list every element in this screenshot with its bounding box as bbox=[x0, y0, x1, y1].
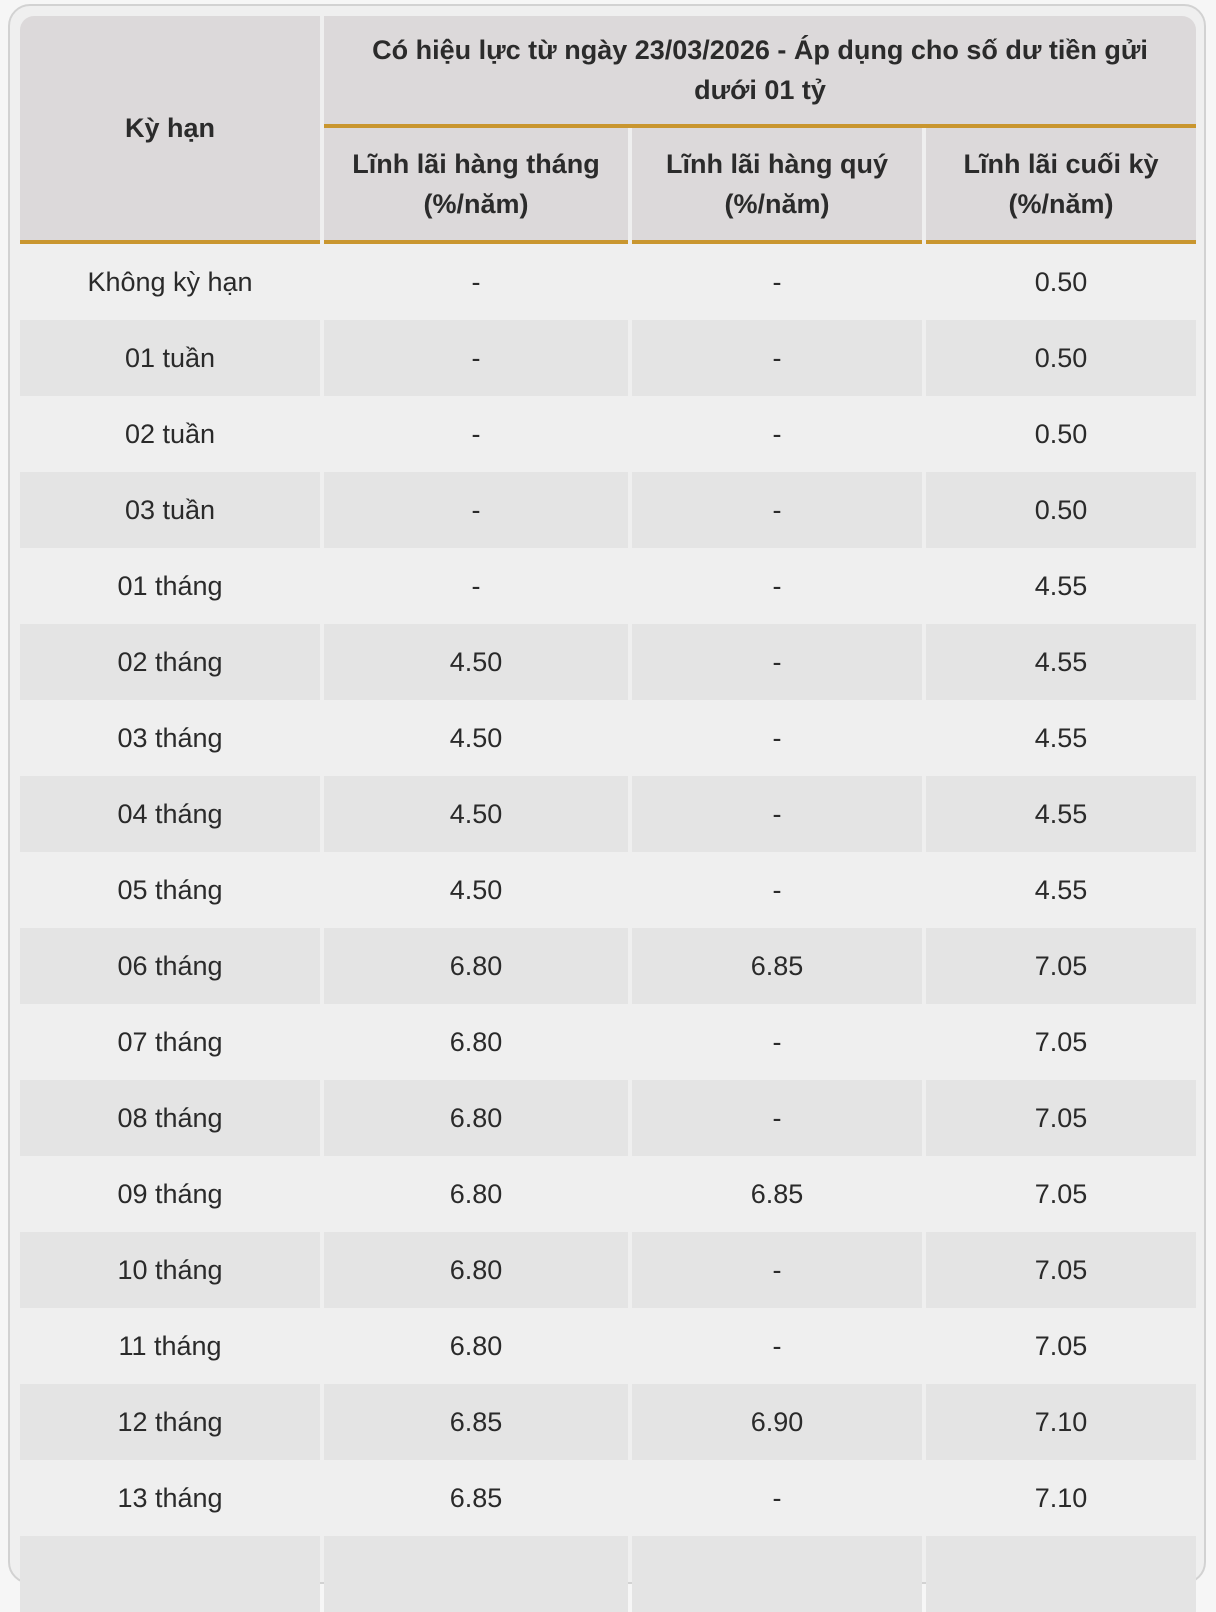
term-cell: 02 tháng bbox=[20, 624, 320, 700]
column-header-unit: (%/năm) bbox=[724, 189, 830, 219]
table-row bbox=[20, 624, 1196, 700]
end-of-term-rate-cell: 7.05 bbox=[926, 1080, 1196, 1156]
end-of-term-rate-cell: 7.10 bbox=[926, 1384, 1196, 1460]
monthly-rate-cell: - bbox=[324, 472, 628, 548]
monthly-interest-column-header bbox=[324, 128, 628, 244]
monthly-rate-cell: 6.80 bbox=[324, 1232, 628, 1308]
term-cell: 01 tuần bbox=[20, 320, 320, 396]
end-of-term-rate-cell: 7.05 bbox=[926, 928, 1196, 1004]
term-cell: 02 tuần bbox=[124, 418, 216, 449]
column-header-label: Lĩnh lãi cuối kỳ bbox=[963, 149, 1159, 179]
monthly-rate-cell: - bbox=[471, 418, 481, 449]
quarterly-rate-cell: - bbox=[772, 266, 782, 297]
table-header bbox=[20, 16, 1196, 244]
column-header-label: Lĩnh lãi hàng tháng bbox=[352, 149, 600, 179]
quarterly-rate-cell: - bbox=[772, 570, 782, 601]
table-row bbox=[20, 1308, 1196, 1384]
end-of-term-rate-cell: 0.50 bbox=[1034, 418, 1088, 449]
term-cell: 01 tháng bbox=[117, 570, 223, 601]
table-row bbox=[20, 1156, 1196, 1232]
term-cell: 05 tháng bbox=[117, 874, 223, 905]
quarterly-rate-cell: - bbox=[632, 1080, 922, 1156]
monthly-rate-cell: 6.80 bbox=[449, 1026, 503, 1057]
monthly-rate-cell: - bbox=[471, 266, 481, 297]
quarterly-rate-cell: 6.85 bbox=[750, 1178, 804, 1209]
table-row bbox=[20, 320, 1196, 396]
monthly-rate-cell: 4.50 bbox=[449, 874, 503, 905]
end-of-term-rate-cell: 0.50 bbox=[1034, 266, 1088, 297]
table-row bbox=[20, 1232, 1196, 1308]
column-header-label: Lĩnh lãi hàng quý bbox=[666, 149, 888, 179]
table-row bbox=[20, 776, 1196, 852]
term-cell: 03 tuần bbox=[20, 472, 320, 548]
end-of-term-rate-cell: 4.55 bbox=[1034, 570, 1088, 601]
quarterly-rate-cell: - bbox=[772, 1482, 782, 1513]
term-column-header: Kỳ hạn bbox=[20, 16, 320, 244]
end-of-term-rate-cell: 4.55 bbox=[926, 624, 1196, 700]
end-of-term-rate-cell: 7.10 bbox=[1034, 1482, 1088, 1513]
table-row bbox=[20, 548, 1196, 624]
quarterly-rate-cell: - bbox=[632, 776, 922, 852]
term-cell: 08 tháng bbox=[20, 1080, 320, 1156]
quarterly-rate-cell: - bbox=[772, 874, 782, 905]
quarterly-rate-cell: - bbox=[632, 472, 922, 548]
table-row bbox=[20, 1080, 1196, 1156]
monthly-rate-cell: 6.80 bbox=[449, 1330, 503, 1361]
effective-date-group-header: Có hiệu lực từ ngày 23/03/2026 - Áp dụng cho số dư tiền gửi dưới 01 tỷ bbox=[324, 16, 1196, 128]
monthly-rate-cell: 6.85 bbox=[324, 1384, 628, 1460]
monthly-rate-cell: - bbox=[471, 570, 481, 601]
end-of-term-rate-cell: 0.50 bbox=[926, 472, 1196, 548]
column-header-unit: (%/năm) bbox=[1008, 189, 1114, 219]
monthly-rate-cell: 6.85 bbox=[449, 1482, 503, 1513]
monthly-rate-cell: 6.80 bbox=[324, 928, 628, 1004]
term-cell: 09 tháng bbox=[117, 1178, 223, 1209]
monthly-rate-cell: 6.80 bbox=[449, 1178, 503, 1209]
interest-rate-table-container bbox=[20, 16, 1196, 1612]
quarterly-rate-cell: 6.85 bbox=[632, 928, 922, 1004]
term-cell: 10 tháng bbox=[20, 1232, 320, 1308]
end-of-term-rate-cell: 4.55 bbox=[1034, 874, 1088, 905]
table-row bbox=[20, 928, 1196, 1004]
term-cell: Không kỳ hạn bbox=[87, 266, 253, 297]
table-body bbox=[20, 244, 1196, 1612]
monthly-rate-cell: 4.50 bbox=[324, 624, 628, 700]
end-of-term-rate-cell: 7.05 bbox=[1034, 1330, 1088, 1361]
quarterly-rate-cell: - bbox=[772, 1026, 782, 1057]
interest-rate-table bbox=[16, 16, 1200, 1612]
monthly-rate-cell: - bbox=[324, 320, 628, 396]
term-cell: 06 tháng bbox=[20, 928, 320, 1004]
monthly-rate-cell: 4.50 bbox=[324, 776, 628, 852]
table-row bbox=[20, 244, 1196, 320]
quarterly-rate-cell: - bbox=[772, 722, 782, 753]
end-of-term-interest-column-header bbox=[926, 128, 1196, 244]
monthly-rate-cell: 6.80 bbox=[324, 1080, 628, 1156]
column-header-unit: (%/năm) bbox=[423, 189, 529, 219]
table-row bbox=[20, 1004, 1196, 1080]
end-of-term-rate-cell: 0.50 bbox=[926, 320, 1196, 396]
term-cell: 11 tháng bbox=[118, 1330, 222, 1361]
quarterly-rate-cell: - bbox=[772, 418, 782, 449]
table-row bbox=[20, 852, 1196, 928]
term-cell: 12 tháng bbox=[20, 1384, 320, 1460]
table-row bbox=[20, 472, 1196, 548]
quarterly-rate-cell: - bbox=[632, 1232, 922, 1308]
quarterly-rate-cell: - bbox=[632, 320, 922, 396]
end-of-term-rate-cell: 7.05 bbox=[926, 1232, 1196, 1308]
table-row bbox=[20, 396, 1196, 472]
end-of-term-rate-cell: 4.55 bbox=[1034, 722, 1088, 753]
table-row bbox=[20, 700, 1196, 776]
table-row bbox=[20, 1460, 1196, 1536]
term-cell: 04 tháng bbox=[20, 776, 320, 852]
quarterly-rate-cell: - bbox=[632, 624, 922, 700]
table-row bbox=[20, 1384, 1196, 1460]
end-of-term-rate-cell: 7.05 bbox=[1034, 1026, 1088, 1057]
term-cell: 03 tháng bbox=[117, 722, 223, 753]
quarterly-rate-cell: - bbox=[772, 1330, 782, 1361]
end-of-term-rate-cell: 4.55 bbox=[926, 776, 1196, 852]
quarterly-interest-column-header bbox=[632, 128, 922, 244]
term-cell: 13 tháng bbox=[117, 1482, 223, 1513]
end-of-term-rate-cell: 7.05 bbox=[1034, 1178, 1088, 1209]
monthly-rate-cell: 4.50 bbox=[449, 722, 503, 753]
table-row-partial bbox=[20, 1536, 1196, 1612]
term-cell: 07 tháng bbox=[117, 1026, 223, 1057]
quarterly-rate-cell: 6.90 bbox=[632, 1384, 922, 1460]
